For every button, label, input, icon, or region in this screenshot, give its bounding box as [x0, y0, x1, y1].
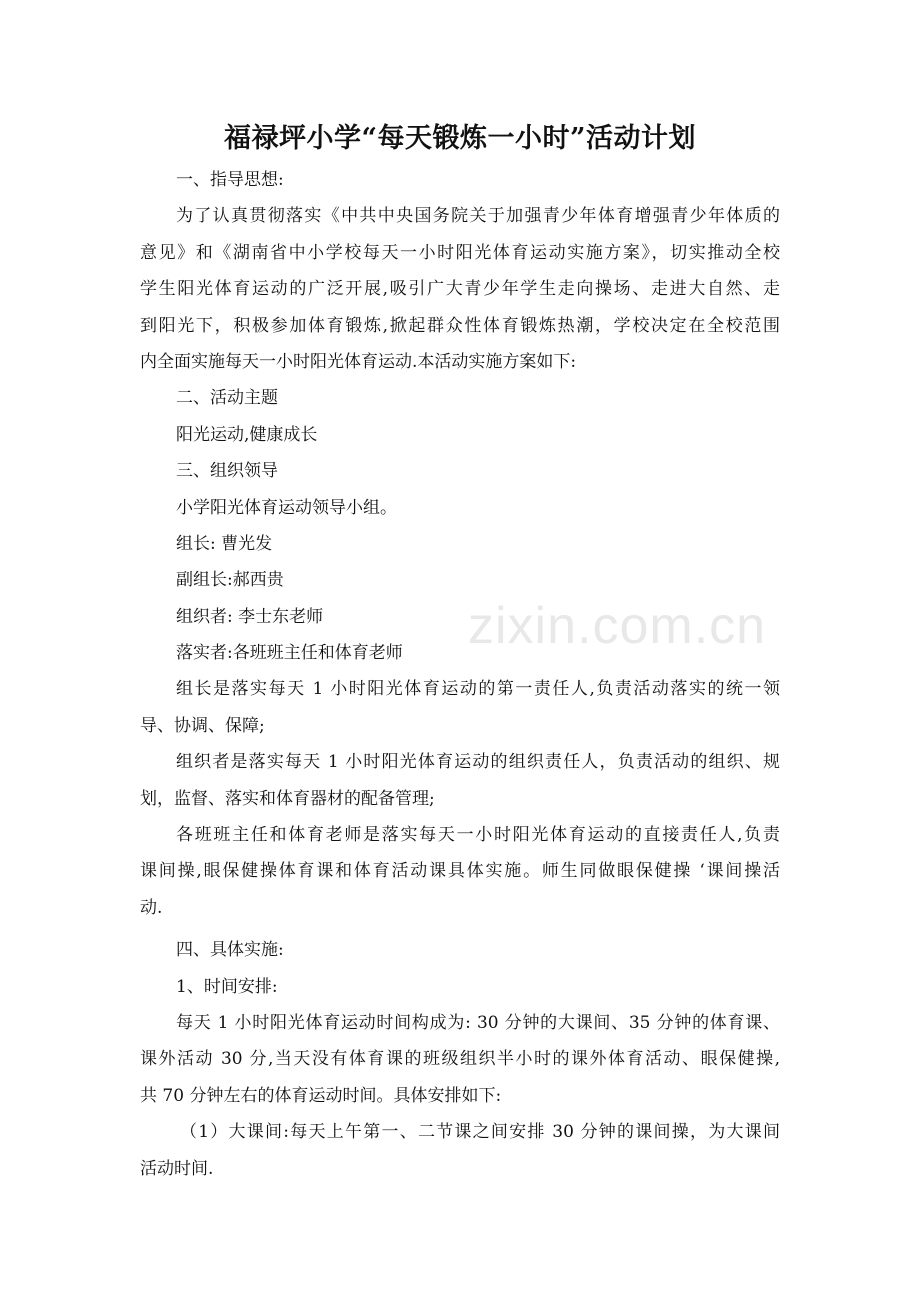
section-heading-guiding-thought: 一、指导思想:: [176, 170, 284, 190]
paragraph-line: 活动时间.: [140, 1158, 214, 1179]
implementer: 落实者:各班班主任和体育老师: [176, 643, 403, 664]
paragraph-line: 划，监督、落实和体育器材的配备管理;: [140, 788, 435, 809]
document-body: [140, 162, 780, 1187]
paragraph-line: 组长是落实每天 1 小时阳光体育运动的第一责任人,负责活动落实的统一领: [176, 679, 780, 700]
section-heading-implementation: 四、具体实施:: [176, 940, 284, 961]
section-heading-organization: 三、组织领导: [176, 461, 278, 482]
paragraph-line: 共 70 分钟左右的体育运动时间。具体安排如下:: [140, 1085, 502, 1106]
document-title: 福禄坪小学“每天锻炼一小时”活动计划: [223, 123, 697, 154]
leadership-group: 小学阳光体育运动领导小组。: [176, 497, 397, 518]
paragraph-line: 组织者是落实每天 1 小时阳光体育运动的组织责任人，负责活动的组织、规: [176, 752, 780, 773]
paragraph-line: 课间操,眼保健操体育课和体育活动课具体实施。师生同做眼保健操 ‘课间操活: [140, 861, 780, 882]
paragraph-line: 各班班主任和体育老师是落实每天一小时阳光体育运动的直接责任人,负责: [176, 825, 780, 846]
group-leader: 组长: 曹光发: [176, 533, 273, 554]
subsection-heading-schedule: 1、时间安排:: [176, 976, 278, 997]
theme-text: 阳光运动,健康成长: [176, 424, 318, 445]
paragraph-line: 到阳光下，积极参加体育锻炼,掀起群众性体育锻炼热潮，学校决定在全校范围: [140, 315, 780, 336]
paragraph-line: 内全面实施每天一小时阳光体育运动.本活动实施方案如下:: [140, 351, 577, 372]
paragraph-line: 为了认真贯彻落实《中共中央国务院关于加强青少年体育增强青少年体质的: [176, 206, 780, 227]
paragraph-line: 每天 1 小时阳光体育运动时间构成为: 30 分钟的大课间、35 分钟的体育课、: [176, 1012, 780, 1033]
paragraph-line: 课外活动 30 分,当天没有体育课的班级组织半小时的课外体育活动、眼保健操,: [140, 1049, 780, 1070]
watermark-text: zixin.com.cn: [468, 597, 767, 655]
deputy-leader: 副组长:郝西贵: [176, 570, 284, 591]
section-heading-theme: 二、活动主题: [176, 388, 278, 409]
paragraph-line: 意见》和《湖南省中小学校每天一小时阳光体育运动实施方案》，切实推动全校: [140, 242, 780, 263]
organizer: 组织者: 李士东老师: [176, 606, 324, 627]
paragraph-line: 动.: [140, 897, 163, 918]
paragraph-line: （1）大课间:每天上午第一、二节课之间安排 30 分钟的课间操，为大课间: [180, 1122, 780, 1143]
paragraph-line: 导、协调、保障;: [140, 715, 265, 736]
paragraph-line: 学生阳光体育运动的广泛开展,吸引广大青少年学生走向操场、走进大自然、走: [140, 279, 780, 300]
